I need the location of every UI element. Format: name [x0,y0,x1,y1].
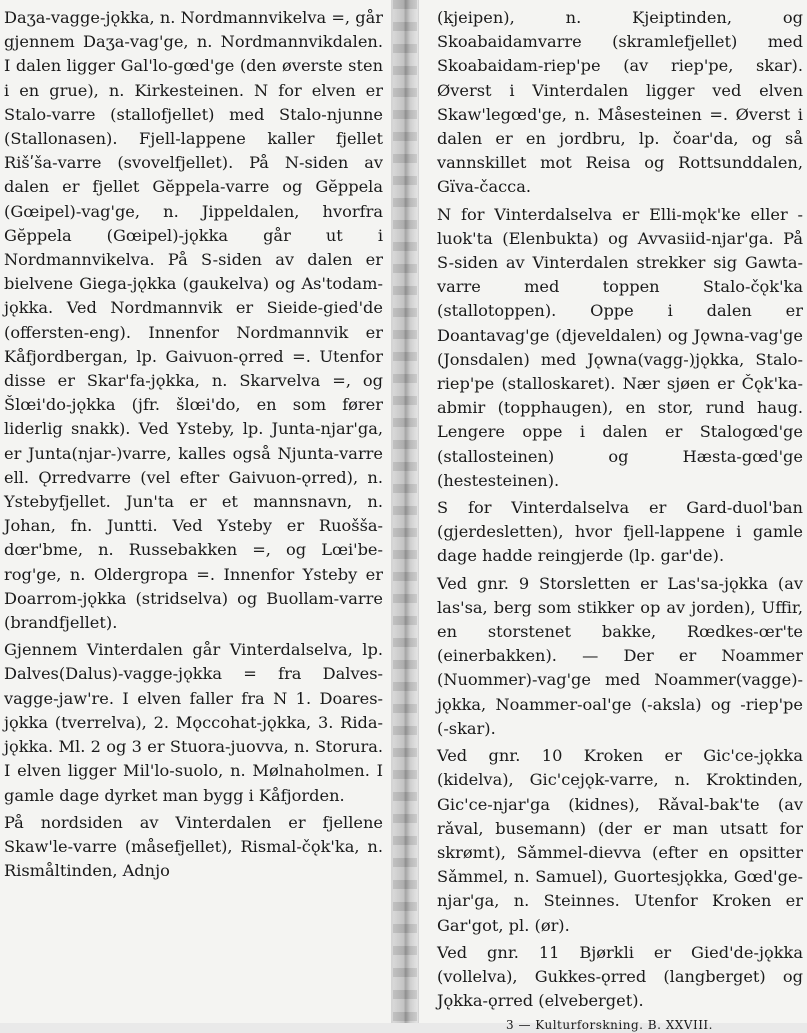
paragraph-s-for-vinterdalselva: S for Vinterdalselva er Gard-duol'ban (gjerdesletten), hvor fjell-lappene i gamle dage hadde reingjerde (lp. gar'de). [437,498,803,566]
page-footer: 3 — Kulturforskning. B. XXVIII. [506,1018,713,1033]
paragraph-nordsiden: På nordsiden av Vinterdalen er fjellene Skaw'le-varre (måsefjellet), Rismal-čǫk'ka, n. Rismåltinden, Adnjo [4,812,383,881]
paragraph-gnr-10: Ved gnr. 10 Kroken er Gic'ce-jǫkka (kidelva), Gic'cejǫk-varre, n. Kroktinden, Gic'ce-njar'ga (kidnes), Rǎval-bak'te (av rǎval, busemann) (der er man utsatt for skrømt), Sǎmmel-dievva (efter en opsitter Sǎmmel, n. Samuel), Guortesjǫkka, Gœd'ge-njar'ga, n. Steinnes. Utenfor Kroken er Gar'got, pl. (ør). [437,746,803,935]
paragraph-vinterdalen: Gjennem Vinterdalen går Vinterdalselva, lp. Dalves(Dalus)-vagge-jǫkka = fra Dalves-vagge-jaw're. I elven faller fra N 1. Doares-jǫkka (tverrelva), 2. Mǫccohat-jǫkka, 3. Rida-jǫkka. Ml. 2 og 3 er Stuora-juovva, n. Storura. I elven ligger Mil'lo-suolo, n. Mølnaholmen. I gamle dage dyrket man bygg i Kåfjorden. [4,640,383,805]
paragraph-nordmannvik: Daʒa-vagge-jǫkka, n. Nordmannvikelva =, går gjennem Daʒa-vag'ge, n. Nordmannvikdalen. I dalen ligger Gal'lo-gœd'ge (den øverste sten i en grue), n. Kirkesteinen. N for elven er Stalo-varre (stallofjellet) med Stalo-njunne (Stallonasen). Fjell-lappene kaller fjellet Rišʹša-varre (svovelfjellet). På N-siden av dalen er fjellet Gĕppela-varre og Gĕppela (Gœipel)-vag'ge, n. Jippeldalen, hvorfra Gĕppela (Gœipel)-jǫkka går ut i Nordmannvikelva. På S-siden av dalen er bielvene Giega-jǫkka (gaukelva) og As'todam-jǫkka. Ved Nordmannvik er Sieide-gied'de (offersten-eng). Innenfor Nordmannvik er Kåfjordbergan, lp. Gaivuon-ǫrred =. Utenfor disse er Skar'fa-jǫkka, n. Skarvelva =, og Šlœi'do-jǫkka (jfr. šlœi'do, en som fører liderlig snakk). Ved Ysteby, lp. Junta-njar'ga, er Junta(njar-)varre, kalles også Njunta-varre ell. Ǫrredvarre (vel efter Gaivuon-ǫrred), n. Ystebyfjellet. Jun'ta er et mannsnavn, n. Johan, fn. Juntti. Ved Ysteby er Ruošša-dœr'bme, n. Russebakken =, og Lœi'be-rog'ge, n. Oldergropa =. Innenfor Ysteby er Doarrom-jǫkka (stridselva) og Buollam-varre (brandfjellet). [4,8,383,633]
paragraph-kjeiptinden: (kjeipen), n. Kjeiptinden, og Skoabaidamvarre (skramlefjellet) med Skoabaidam-riep'pe (av riep'pe, skar). Øverst i Vinterdalen ligger ved elven Skaw'legœd'ge, n. Måsesteinen =. Øverst i dalen er en jordbru, lp. čoar'da, og så vannskillet mot Reisa og Rottsunddalen, Gïva-čacca. [437,8,803,197]
paragraph-gnr-9: Ved gnr. 9 Storsletten er Las'sa-jǫkka (av las'sa, berg som stikker op av jorden), Uffir, en storstenet bakke, Rœdkes-œr'te (einerbakken). — Der er Noammer (Nuommer)-vag'ge med Noammer(vagge)-jǫkka, Noammer-oal'ge (-aksla) og -riep'pe (-skar). [437,573,803,738]
left-column [0,0,392,1023]
paragraph-n-for-vinterdalselva: N for Vinterdalselva er Elli-mǫk'ke eller -luok'ta (Elenbukta) og Avvasiid-njar'ga. På S-siden av Vinterdalen strekker sig Gawta-varre med toppen Stalo-čǫk'ka (stallotoppen). Oppe i dalen er Doantavag'ge (djeveldalen) og Jǫwna-vag'ge (Jonsdalen) med Jǫwna(vagg-)jǫkka, Stalo-riep'pe (stalloskaret). Nær sjøen er Čǫk'ka-abmir (topphaugen), en stor, rund haug. Lengere oppe i dalen er Stalogœd'ge (stallosteinen) og Hæsta-gœd'ge (hestesteinen). [437,204,803,490]
torn-edge [393,0,417,1023]
right-column [418,0,807,1033]
paragraph-gnr-11: Ved gnr. 11 Bjørkli er Gied'de-jǫkka (vollelva), Gukkes-ǫrred (langberget) og Jǫkka-ǫrred (elveberget). [437,942,803,1011]
